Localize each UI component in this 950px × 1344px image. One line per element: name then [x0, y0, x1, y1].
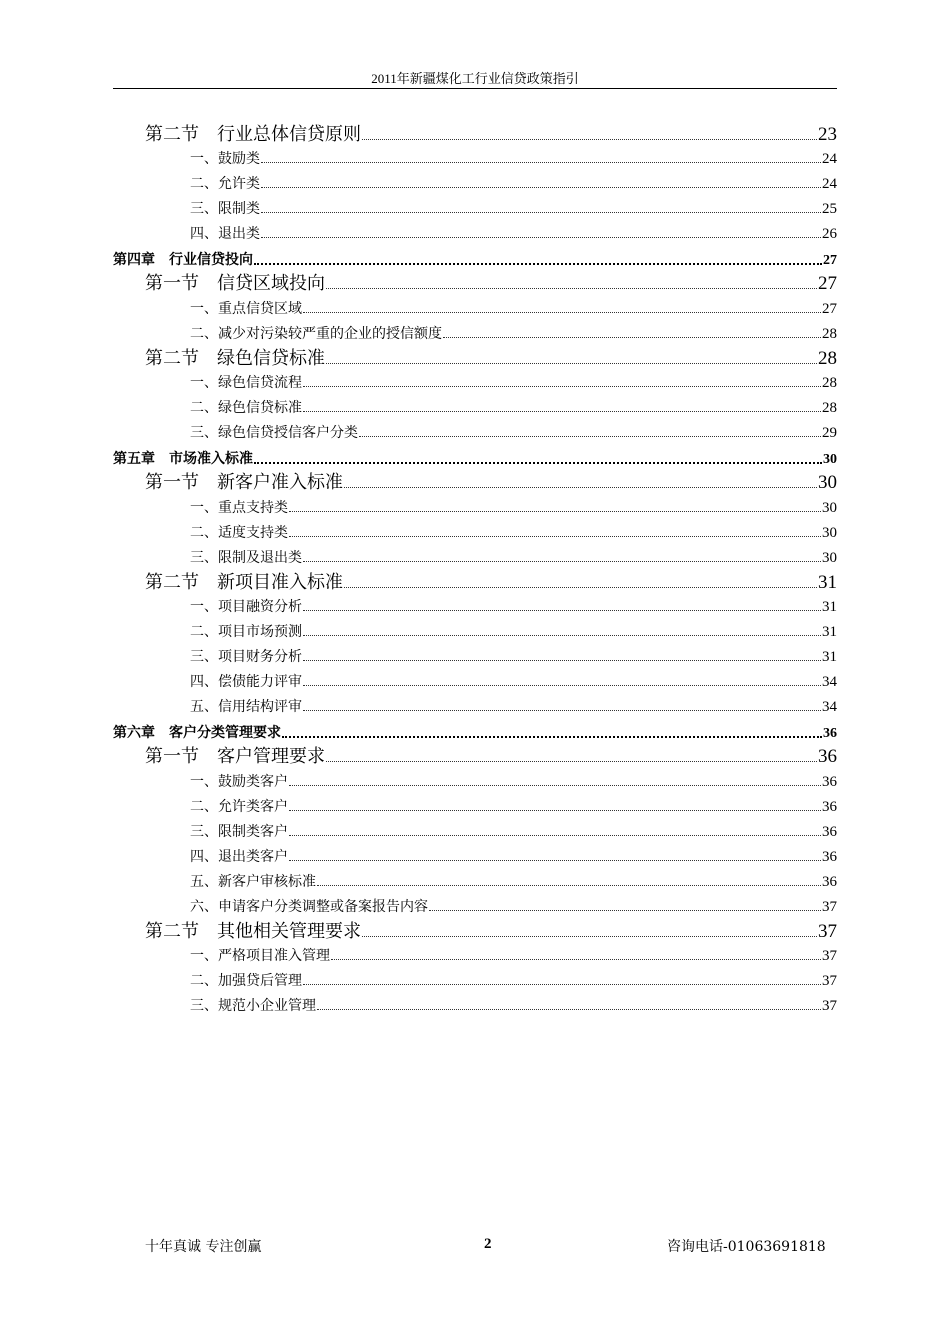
toc-item-entry[interactable]	[190, 422, 837, 442]
toc-entry-title: 二、绿色信贷标准	[190, 400, 302, 416]
toc-entry-title: 四、退出类	[190, 226, 260, 242]
dot-leader	[303, 984, 821, 985]
toc-entry-page-number: 37	[822, 948, 837, 964]
toc-entry-page-number: 37	[822, 899, 837, 915]
dot-leader	[362, 936, 817, 937]
toc-entry-page-number: 34	[822, 699, 837, 715]
toc-chapter-entry[interactable]	[113, 722, 837, 742]
dot-leader	[282, 736, 822, 738]
footer-slogan: 十年真诚 专注创赢	[145, 1239, 262, 1255]
toc-item-entry[interactable]	[190, 771, 837, 791]
dot-leader	[317, 885, 821, 886]
toc-entry-page-number: 30	[818, 472, 837, 493]
toc-entry-page-number: 37	[818, 921, 837, 942]
toc-entry-title: 第五章 市场准入标准	[113, 451, 253, 467]
toc-entry-page-number: 36	[822, 849, 837, 865]
toc-entry-page-number: 36	[822, 874, 837, 890]
toc-item-entry[interactable]	[190, 871, 837, 891]
toc-entry-title: 一、鼓励类客户	[190, 774, 288, 790]
toc-entry-page-number: 36	[822, 799, 837, 815]
toc-section-entry[interactable]	[145, 271, 837, 295]
toc-entry-page-number: 30	[822, 500, 837, 516]
toc-entry-page-number: 36	[823, 726, 837, 741]
dot-leader	[254, 263, 822, 265]
dot-leader	[344, 587, 817, 588]
toc-entry-page-number: 34	[822, 674, 837, 690]
toc-entry-title: 二、允许类客户	[190, 799, 288, 815]
dot-leader	[303, 685, 821, 686]
toc-entry-title: 五、信用结构评审	[190, 699, 302, 715]
toc-entry-title: 五、新客户审核标准	[190, 874, 316, 890]
toc-entry-title: 二、项目市场预测	[190, 624, 302, 640]
toc-entry-title: 三、规范小企业管理	[190, 998, 316, 1014]
dot-leader	[289, 511, 821, 512]
toc-entry-title: 一、绿色信贷流程	[190, 375, 302, 391]
toc-entry-page-number: 24	[822, 151, 837, 167]
toc-entry-title: 六、申请客户分类调整或备案报告内容	[190, 899, 428, 915]
dot-leader	[261, 162, 821, 163]
toc-item-entry[interactable]	[190, 323, 837, 343]
dot-leader	[289, 835, 821, 836]
toc-item-entry[interactable]	[190, 846, 837, 866]
toc-entry-title: 三、项目财务分析	[190, 649, 302, 665]
dot-leader	[289, 536, 821, 537]
toc-entry-page-number: 23	[818, 124, 837, 145]
toc-entry-page-number: 31	[818, 572, 837, 593]
toc-entry-title: 二、加强贷后管理	[190, 973, 302, 989]
toc-item-entry[interactable]	[190, 621, 837, 641]
toc-entry-page-number: 27	[822, 301, 837, 317]
dot-leader	[261, 212, 821, 213]
dot-leader	[429, 910, 821, 911]
dot-leader	[344, 487, 817, 488]
dot-leader	[289, 785, 821, 786]
toc-entry-title: 一、重点支持类	[190, 500, 288, 516]
page-header-title: 2011年新疆煤化工行业信贷政策指引	[371, 71, 579, 86]
toc-item-entry[interactable]	[190, 696, 837, 716]
toc-entry-title: 一、重点信贷区域	[190, 301, 302, 317]
dot-leader	[326, 288, 817, 289]
toc-entry-title: 一、严格项目准入管理	[190, 948, 330, 964]
dot-leader	[303, 635, 821, 636]
dot-leader	[326, 761, 817, 762]
toc-entry-title: 二、允许类	[190, 176, 260, 192]
toc-entry-page-number: 28	[822, 326, 837, 342]
toc-entry-title: 第二节 绿色信贷标准	[145, 348, 325, 369]
dot-leader	[289, 860, 821, 861]
toc-section-entry[interactable]	[145, 570, 837, 594]
footer-contact-phone: 咨询电话-01063691818	[667, 1239, 826, 1255]
toc-item-entry[interactable]	[190, 497, 837, 517]
toc-entry-page-number: 31	[822, 649, 837, 665]
toc-entry-page-number: 31	[822, 599, 837, 615]
toc-entry-title: 四、退出类客户	[190, 849, 288, 865]
toc-entry-title: 第四章 行业信贷投向	[113, 252, 253, 268]
toc-entry-page-number: 36	[822, 774, 837, 790]
toc-item-entry[interactable]	[190, 671, 837, 691]
dot-leader	[303, 561, 821, 562]
dot-leader	[261, 237, 821, 238]
toc-item-entry[interactable]	[190, 173, 837, 193]
toc-entry-title: 第二节 新项目准入标准	[145, 572, 343, 593]
toc-chapter-entry[interactable]	[113, 448, 837, 468]
dot-leader	[303, 660, 821, 661]
toc-entry-page-number: 25	[822, 201, 837, 217]
toc-entry-page-number: 27	[823, 253, 837, 268]
toc-entry-page-number: 30	[822, 525, 837, 541]
toc-section-entry[interactable]	[145, 744, 837, 768]
dot-leader	[289, 810, 821, 811]
toc-entry-page-number: 24	[822, 176, 837, 192]
toc-entry-page-number: 36	[818, 746, 837, 767]
dot-leader	[303, 411, 821, 412]
toc-item-entry[interactable]	[190, 646, 837, 666]
toc-chapter-entry[interactable]	[113, 249, 837, 269]
toc-entry-title: 一、鼓励类	[190, 151, 260, 167]
toc-entry-title: 三、绿色信贷授信客户分类	[190, 425, 358, 441]
toc-section-entry[interactable]	[145, 919, 837, 943]
dot-leader	[359, 436, 821, 437]
dot-leader	[303, 610, 821, 611]
toc-entry-page-number: 27	[818, 273, 837, 294]
dot-leader	[254, 462, 822, 464]
toc-item-entry[interactable]	[190, 223, 837, 243]
toc-entry-page-number: 30	[822, 550, 837, 566]
toc-entry-title: 第一节 信贷区域投向	[145, 273, 325, 294]
dot-leader	[303, 312, 821, 313]
toc-item-entry[interactable]	[190, 148, 837, 168]
toc-item-entry[interactable]	[190, 945, 837, 965]
toc-entry-page-number: 26	[822, 226, 837, 242]
dot-leader	[326, 363, 817, 364]
toc-entry-title: 第二节 其他相关管理要求	[145, 921, 361, 942]
dot-leader	[303, 710, 821, 711]
toc-item-entry[interactable]	[190, 821, 837, 841]
toc-item-entry[interactable]	[190, 198, 837, 218]
toc-entry-title: 三、限制及退出类	[190, 550, 302, 566]
toc-section-entry[interactable]	[145, 346, 837, 370]
toc-entry-page-number: 30	[823, 452, 837, 467]
dot-leader	[362, 139, 817, 140]
toc-entry-title: 三、限制类客户	[190, 824, 288, 840]
toc-entry-title: 第一节 新客户准入标准	[145, 472, 343, 493]
footer-page-number: 2	[484, 1236, 492, 1252]
toc-item-entry[interactable]	[190, 796, 837, 816]
toc-entry-page-number: 28	[822, 400, 837, 416]
dot-leader	[331, 959, 821, 960]
toc-item-entry[interactable]	[190, 596, 837, 616]
toc-item-entry[interactable]	[190, 397, 837, 417]
toc-entry-title: 一、项目融资分析	[190, 599, 302, 615]
toc-entry-title: 四、偿债能力评审	[190, 674, 302, 690]
dot-leader	[261, 187, 821, 188]
dot-leader	[303, 386, 821, 387]
toc-entry-title: 三、限制类	[190, 201, 260, 217]
toc-section-entry[interactable]	[145, 470, 837, 494]
toc-item-entry[interactable]	[190, 372, 837, 392]
toc-entry-title: 第一节 客户管理要求	[145, 746, 325, 767]
toc-entry-page-number: 28	[818, 348, 837, 369]
toc-item-entry[interactable]	[190, 547, 837, 567]
toc-section-entry[interactable]	[145, 122, 837, 146]
toc-entry-page-number: 36	[822, 824, 837, 840]
toc-entry-title: 第六章 客户分类管理要求	[113, 725, 281, 741]
toc-entry-title: 第二节 行业总体信贷原则	[145, 124, 361, 145]
toc-entry-page-number: 31	[822, 624, 837, 640]
toc-item-entry[interactable]	[190, 522, 837, 542]
dot-leader	[443, 337, 821, 338]
toc-item-entry[interactable]	[190, 995, 837, 1015]
toc-entry-title: 二、减少对污染较严重的企业的授信额度	[190, 326, 442, 342]
toc-item-entry[interactable]	[190, 896, 837, 916]
toc-entry-page-number: 37	[822, 998, 837, 1014]
dot-leader	[317, 1009, 821, 1010]
toc-item-entry[interactable]	[190, 298, 837, 318]
toc-entry-page-number: 29	[822, 425, 837, 441]
toc-item-entry[interactable]	[190, 970, 837, 990]
toc-entry-title: 二、适度支持类	[190, 525, 288, 541]
toc-entry-page-number: 37	[822, 973, 837, 989]
toc-entry-page-number: 28	[822, 375, 837, 391]
